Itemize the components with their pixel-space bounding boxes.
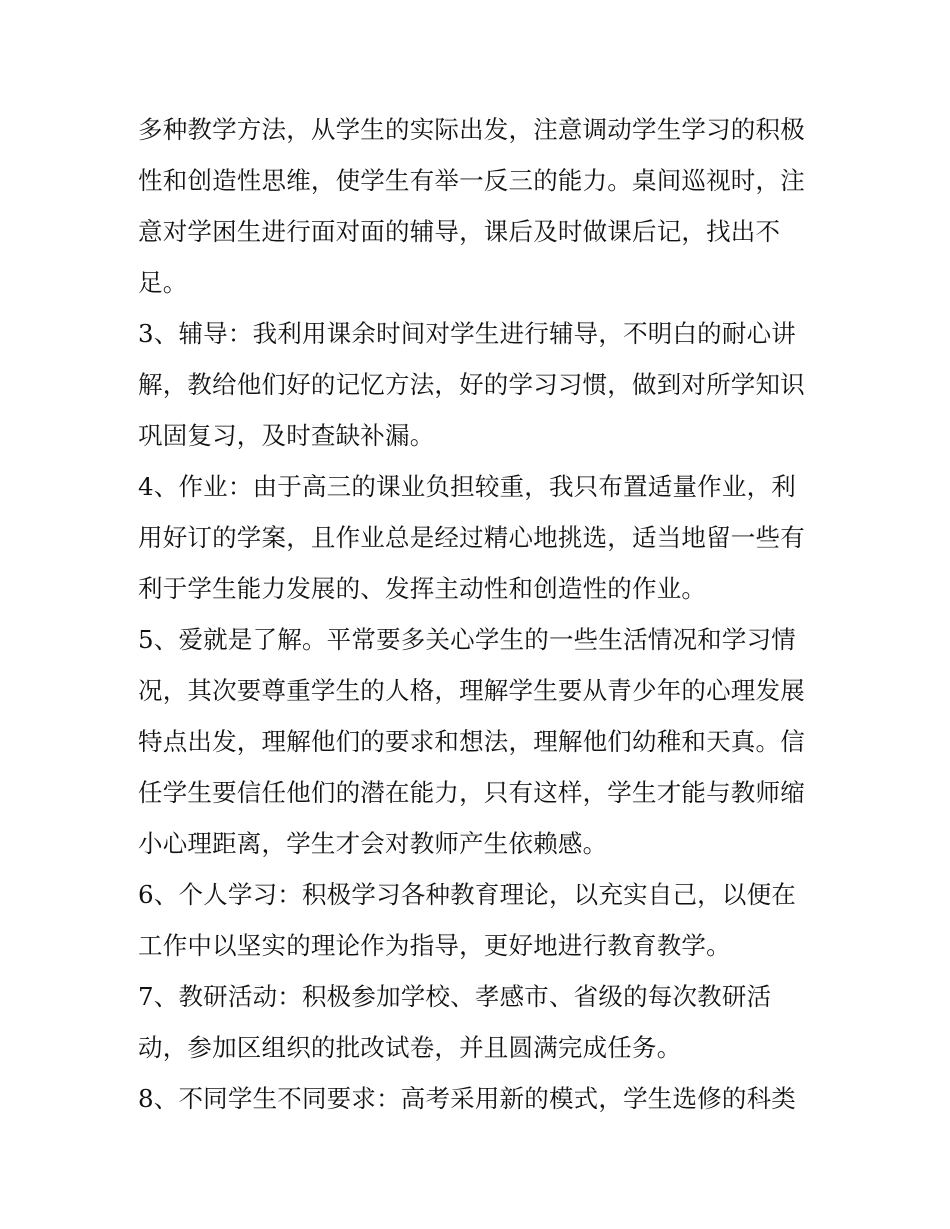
text-line: 用好订的学案，且作业总是经过精心地挑选，适当地留一些有 xyxy=(138,523,805,552)
text-line: 多种教学方法，从学生的实际出发，注意调动学生学习的积极 xyxy=(138,115,805,144)
text-line: 8、不同学生不同要求：高考采用新的模式，学生选修的科类 xyxy=(138,1084,796,1113)
text-line: 动，参加区组织的批改试卷，并且圆满完成任务。 xyxy=(138,1033,682,1062)
text-line: 7、教研活动：积极参加学校、孝感市、省级的每次教研活 xyxy=(138,982,772,1011)
text-line: 工作中以坚实的理论作为指导，更好地进行教育教学。 xyxy=(138,931,731,960)
text-line: 意对学困生进行面对面的辅导，课后及时做课后记，找出不 xyxy=(138,217,781,246)
text-line: 况，其次要尊重学生的人格，理解学生要从青少年的心理发展 xyxy=(138,676,805,705)
text-line: 3、辅导：我利用课余时间对学生进行辅导，不明白的耐心讲 xyxy=(138,319,796,348)
text-line: 6、个人学习：积极学习各种教育理论，以充实自己，以便在 xyxy=(138,880,796,909)
text-line: 5、爱就是了解。平常要多关心学生的一些生活情况和学习情 xyxy=(138,625,796,654)
text-line: 利于学生能力发展的、发挥主动性和创造性的作业。 xyxy=(138,574,707,603)
text-line: 4、作业：由于高三的课业负担较重，我只布置适量作业，利 xyxy=(138,472,796,501)
text-line: 性和创造性思维，使学生有举一反三的能力。桌间巡视时，注 xyxy=(138,166,805,195)
text-line: 小心理距离，学生才会对教师产生依赖感。 xyxy=(138,829,608,858)
text-line: 巩固复习，及时查缺补漏。 xyxy=(138,421,435,450)
text-line: 特点出发，理解他们的要求和想法，理解他们幼稚和天真。信 xyxy=(138,727,805,756)
text-line: 足。 xyxy=(138,268,188,297)
text-line: 任学生要信任他们的潜在能力，只有这样，学生才能与教师缩 xyxy=(138,778,805,807)
text-line: 解，教给他们好的记忆方法，好的学习习惯，做到对所学知识 xyxy=(138,370,805,399)
